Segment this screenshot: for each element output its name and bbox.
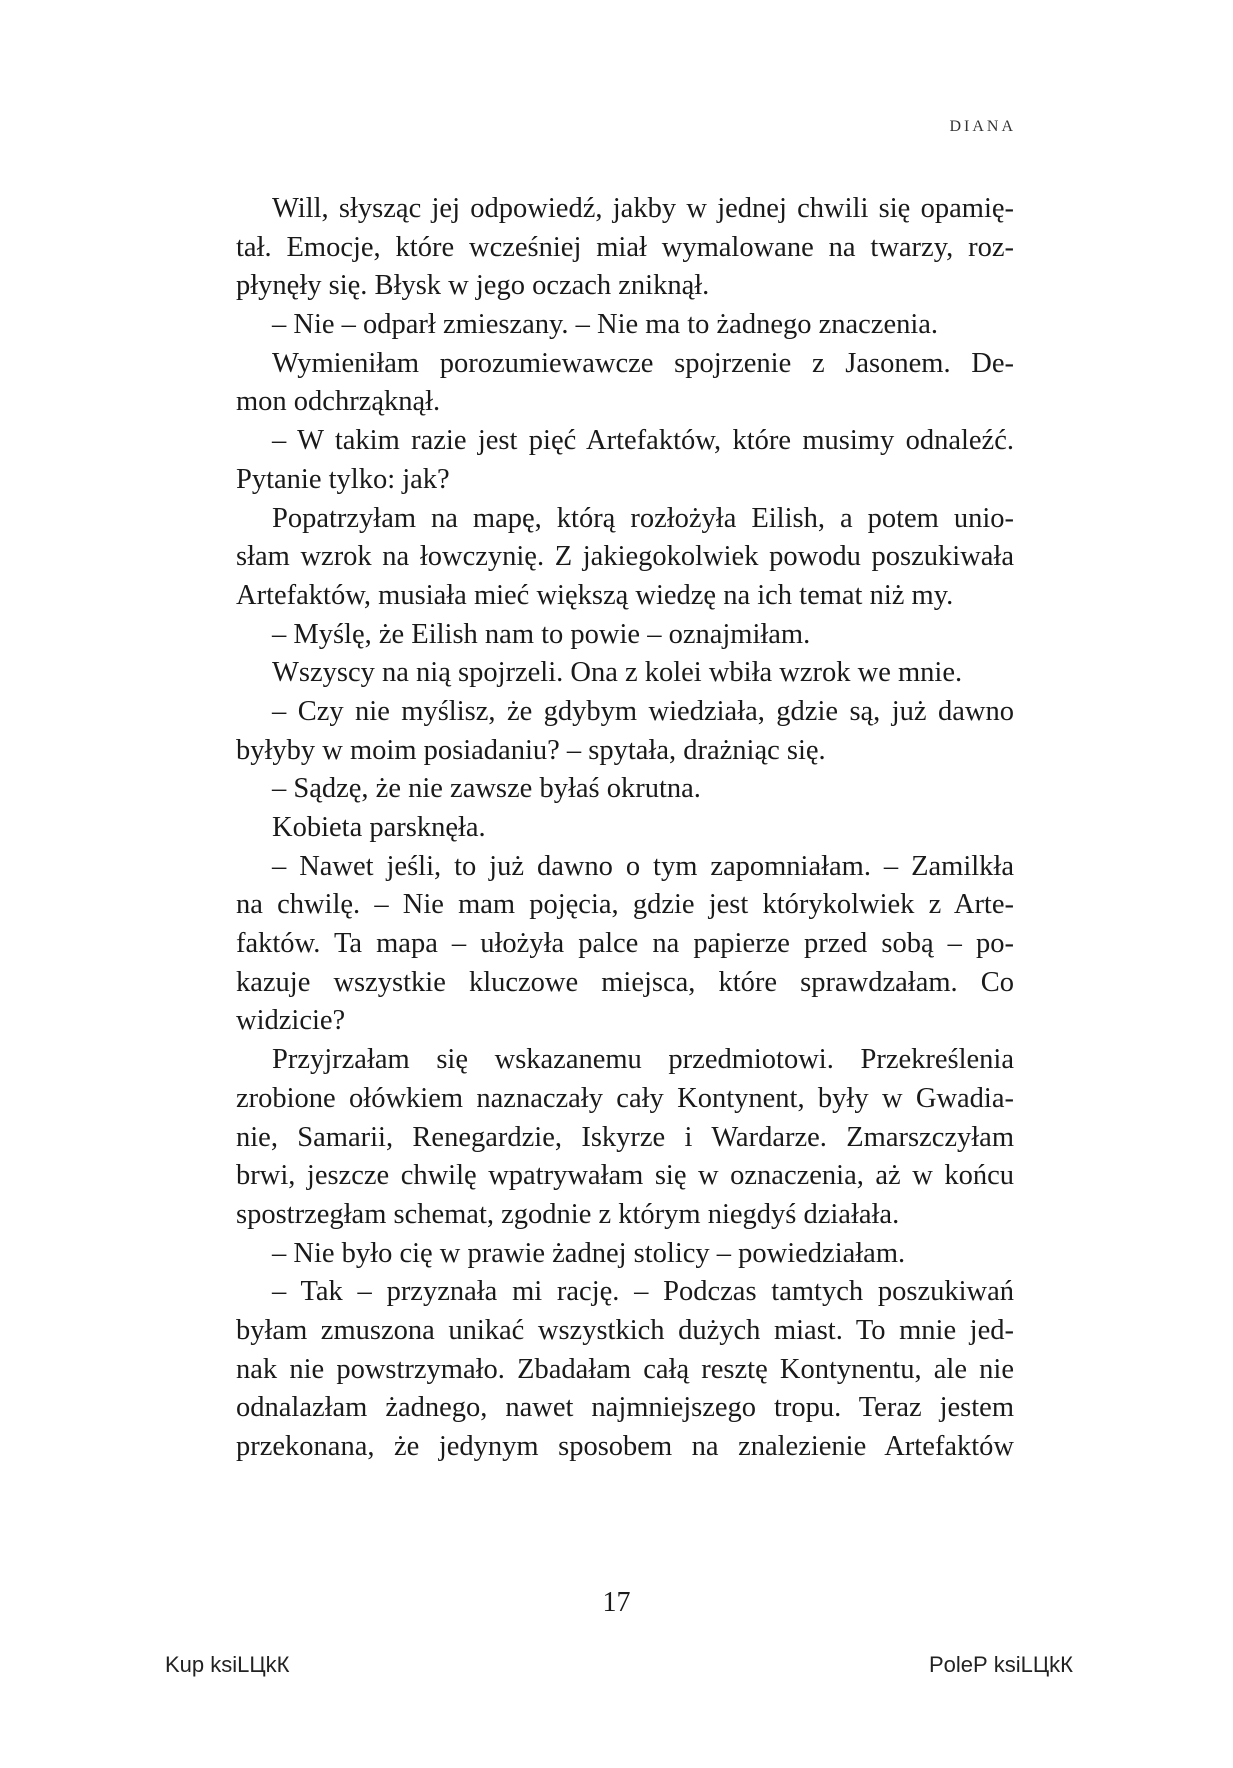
text-line: byłam zmuszona unikać wszystkich dużych miast. To mnie jed- [236, 1314, 1014, 1346]
text-line: – Tak – przyznała mi rację. – Podczas tamtych poszukiwań [272, 1276, 1014, 1308]
text-line: Will, słysząc jej odpowiedź, jakby w jednej chwili się opamię- [272, 193, 1014, 224]
text-line: Artefaktów, musiała mieć większą wiedzę na ich temat niż my. [236, 579, 954, 611]
text-line: Wszyscy na nią spojrzeli. Ona z kolei wbiła wzrok we mnie. [272, 657, 963, 689]
text-line: Pytanie tylko: jak? [236, 463, 450, 495]
recommend-book-link[interactable]: PoleР ksiLЦkК [928, 1652, 1073, 1677]
text-line: słam wzrok na łowczynię. Z jakiegokolwiek powodu poszukiwała [236, 541, 1014, 573]
text-line: – W takim razie jest pięć Artefaktów, które musimy odnaleźć. [272, 425, 1014, 457]
buy-book-link[interactable]: Kup ksiLЦkК [165, 1652, 290, 1677]
text-line: – Nie było cię w prawie żadnej stolicy – powiedziałam. [272, 1237, 906, 1269]
text-line: nak nie powstrzymało. Zbadałam całą resztę Kontynentu, ale nie [236, 1353, 1014, 1385]
text-line: Popatrzyłam na mapę, którą rozłożyła Eilish, a potem unio- [272, 502, 1014, 534]
text-line: kazuje wszystkie kluczowe miejsca, które sprawdzałam. Co [236, 966, 1014, 998]
text-line: zrobione ołówkiem naznaczały cały Kontynent, były w Gwadia- [236, 1082, 1014, 1114]
running-head: DIANA [949, 118, 1016, 135]
text-line: widzicie? [236, 1005, 346, 1037]
text-line: faktów. Ta mapa – ułożyła palce na papierze przed sobą – po- [236, 928, 1014, 960]
text-line: spostrzegłam schemat, zgodnie z którym niegdyś działała. [236, 1198, 900, 1230]
text-line: – Myślę, że Eilish nam to powie – oznajmiłam. [272, 618, 811, 650]
text-line: mon odchrząknął. [236, 386, 441, 418]
body-text [236, 190, 1014, 1467]
text-line: brwi, jeszcze chwilę wpatrywałam się w oznaczenia, aż w końcu [236, 1160, 1014, 1192]
text-line: byłyby w moim posiadaniu? – spytała, drażniąc się. [236, 734, 826, 766]
text-line: tał. Emocje, które wcześniej miał wymalowane na twarzy, roz- [236, 231, 1014, 263]
text-line: Przyjrzałam się wskazanemu przedmiotowi. Przekreślenia [272, 1044, 1014, 1076]
text-line: – Nawet jeśli, to już dawno o tym zapomniałam. – Zamilkła [272, 850, 1014, 882]
text-line: Wymieniłam porozumiewawcze spojrzenie z Jasonem. De- [272, 347, 1014, 379]
text-line: – Czy nie myślisz, że gdybym wiedziała, gdzie są, już dawno [272, 695, 1014, 727]
text-line: odnalazłam żadnego, nawet najmniejszego tropu. Teraz jestem [236, 1392, 1014, 1424]
text-line: na chwilę. – Nie mam pojęcia, gdzie jest którykolwiek z Arte- [236, 889, 1014, 921]
text-line: – Sądzę, że nie zawsze byłaś okrutna. [272, 773, 701, 805]
text-line: – Nie – odparł zmieszany. – Nie ma to żadnego znaczenia. [272, 309, 939, 341]
page-number: 17 [602, 1587, 631, 1618]
text-line: nie, Samarii, Renegardzie, Iskyrze i Wardarze. Zmarszczyłam [236, 1121, 1014, 1153]
text-line: płynęły się. Błysk w jego oczach zniknął. [236, 270, 710, 302]
text-line: Kobieta parsknęła. [272, 812, 486, 843]
text-line: przekonana, że jedynym sposobem na znalezienie Artefaktów [236, 1431, 1014, 1462]
